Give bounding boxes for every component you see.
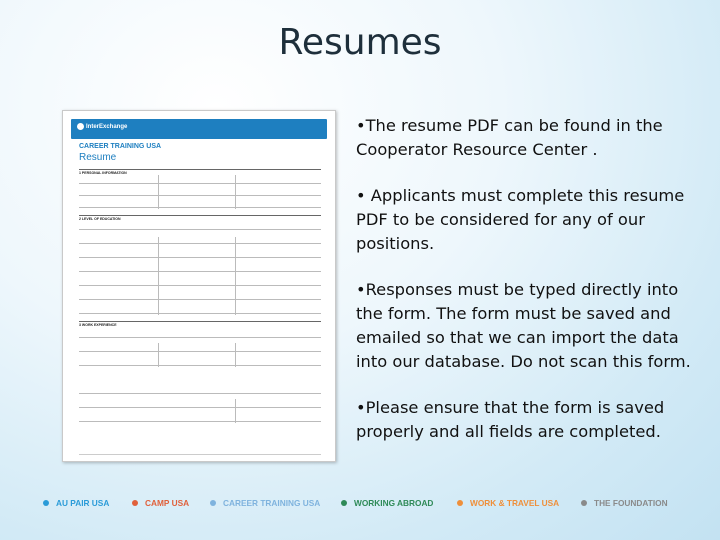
document-name: Resume — [79, 152, 117, 163]
document-header-bar — [71, 119, 327, 139]
footer-item-au-pair-usa — [43, 498, 109, 508]
form-line — [79, 337, 321, 338]
document-footer-line — [79, 454, 321, 455]
form-divider — [235, 399, 236, 423]
footer-label: WORKING ABROAD — [354, 498, 434, 508]
form-divider — [158, 237, 159, 315]
slide-title: Resumes — [278, 22, 442, 63]
document-section: 2 LEVEL OF EDUCATION — [79, 215, 321, 223]
form-divider — [158, 343, 159, 367]
form-line — [79, 299, 321, 300]
form-line — [79, 393, 321, 394]
form-line — [79, 271, 321, 272]
footer-item-the-foundation — [581, 498, 668, 508]
footer-item-working-abroad — [341, 498, 433, 508]
form-divider — [235, 343, 236, 367]
form-line — [79, 183, 321, 184]
form-line — [79, 313, 321, 314]
document-program: CAREER TRAINING USA — [79, 143, 162, 150]
dot-icon — [43, 500, 49, 506]
form-line — [79, 257, 321, 258]
footer-label: WORK & TRAVEL USA — [470, 498, 560, 508]
form-divider — [235, 237, 236, 315]
bullet-item: • Applicants must complete this resume PDF to be considered for any of our positions. — [356, 186, 685, 253]
form-line — [79, 207, 321, 208]
form-divider — [158, 175, 159, 209]
program-footer — [0, 498, 720, 514]
document-section: 3 WORK EXPERIENCE — [79, 321, 321, 329]
dot-icon — [341, 500, 347, 506]
footer-item-career-training-usa — [210, 498, 320, 508]
footer-label: CAMP USA — [145, 498, 190, 508]
bullet-item: •Please ensure that the form is saved properly and all fields are completed. — [356, 398, 665, 441]
bullet-item: •The resume PDF can be found in the Cooperator Resource Center . — [356, 116, 663, 159]
dot-icon — [581, 500, 587, 506]
form-divider — [235, 175, 236, 209]
form-line — [79, 243, 321, 244]
interexchange-logo — [77, 123, 127, 130]
form-line — [79, 407, 321, 408]
dot-icon — [457, 500, 463, 506]
footer-label: THE FOUNDATION — [594, 498, 668, 508]
bullet-list — [356, 114, 701, 466]
resume-document-preview — [62, 110, 336, 462]
footer-label: AU PAIR USA — [56, 498, 110, 508]
form-line — [79, 351, 321, 352]
footer-item-work-travel-usa — [457, 498, 559, 508]
logo-text: InterExchange — [86, 124, 128, 131]
footer-label: CAREER TRAINING USA — [223, 498, 321, 508]
form-line — [79, 421, 321, 422]
form-line — [79, 229, 321, 230]
dot-icon — [210, 500, 216, 506]
document-section: 1 PERSONAL INFORMATION — [79, 169, 321, 177]
form-line — [79, 365, 321, 366]
footer-item-camp-usa — [132, 498, 189, 508]
form-line — [79, 285, 321, 286]
form-line — [79, 195, 321, 196]
dot-icon — [132, 500, 138, 506]
bullet-item: •Responses must be typed directly into the form. The form must be saved and emailed so that we can import the data into our database. Do not scan this form. — [356, 280, 691, 371]
